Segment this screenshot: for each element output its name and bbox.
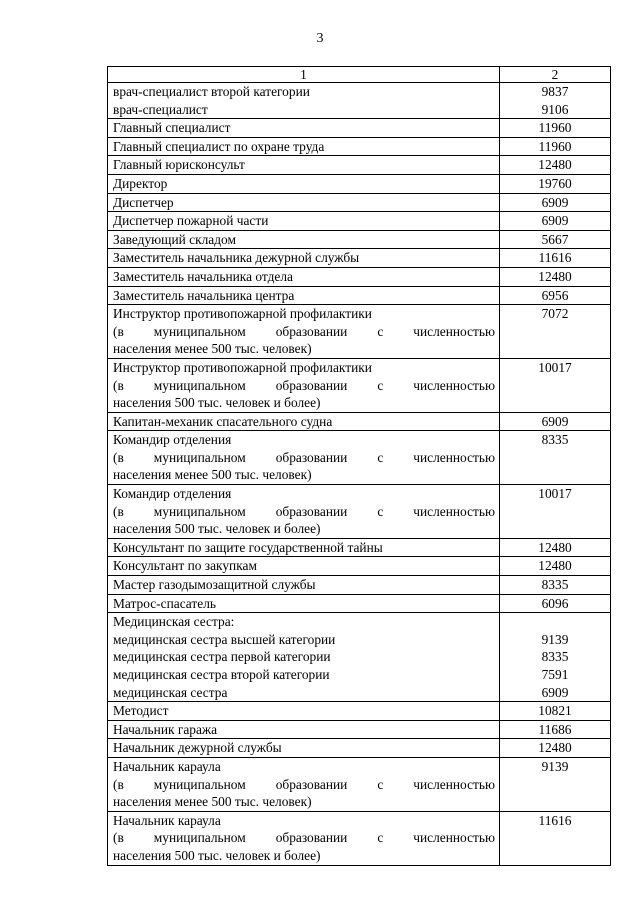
- salary-cell: 10017: [500, 358, 611, 412]
- position-cell: Методист: [108, 702, 500, 721]
- position-cell: [108, 83, 500, 119]
- position-cell: [108, 757, 500, 811]
- table-row: [108, 174, 611, 193]
- salary-cell: 8335: [500, 576, 611, 595]
- position-title: Командир отделения: [113, 432, 232, 448]
- table-row: [108, 193, 611, 212]
- position-cell: Консультант по защите государственной тайны: [108, 538, 500, 557]
- column-1-header: 1: [108, 67, 500, 83]
- position-cell: [108, 485, 500, 539]
- salary-table: [107, 66, 611, 866]
- table-row: [108, 576, 611, 595]
- position-note-line: населения 500 тыс. человек и более): [113, 521, 321, 537]
- position-cell: Главный юрисконсульт: [108, 156, 500, 175]
- position-line: медицинская сестра: [113, 684, 228, 700]
- position-title: Начальник караула: [113, 812, 221, 828]
- position-title: Инструктор противопожарной профилактики: [113, 359, 372, 375]
- table-row: [108, 485, 611, 539]
- position-line: врач-специалист второй категории: [113, 84, 310, 99]
- salary-line: 7591: [541, 667, 569, 682]
- position-cell: Мастер газодымозащитной службы: [108, 576, 500, 595]
- table-row: [108, 286, 611, 305]
- position-note-line: населения менее 500 тыс. человек): [113, 341, 312, 357]
- table-row: [108, 739, 611, 758]
- position-cell: Заместитель начальника отдела: [108, 267, 500, 286]
- position-cell: [108, 811, 500, 865]
- position-title: Начальник караула: [113, 758, 221, 774]
- salary-cell: 6909: [500, 212, 611, 231]
- position-line: Медицинская сестра:: [113, 614, 235, 630]
- table-row: [108, 156, 611, 175]
- table-row: [108, 230, 611, 249]
- table-row: [108, 358, 611, 412]
- table-row: [108, 594, 611, 613]
- table-row: [108, 613, 611, 702]
- position-note-line: населения 500 тыс. человек и более): [113, 847, 321, 863]
- position-line: медицинская сестра высшей категории: [113, 631, 336, 647]
- salary-cell: 6909: [500, 193, 611, 212]
- position-note-line: населения менее 500 тыс. человек): [113, 794, 312, 810]
- table-row: [108, 702, 611, 721]
- position-cell: [108, 305, 500, 359]
- salary-cell: 11616: [500, 249, 611, 268]
- table-header-row: [108, 67, 611, 83]
- salary-cell: [500, 613, 611, 702]
- position-note-line: (в муниципальном образовании с численностью: [113, 776, 495, 792]
- position-cell: Капитан-механик спасательного судна: [108, 412, 500, 431]
- position-line: врач-специалист: [113, 101, 208, 117]
- salary-cell: 6956: [500, 286, 611, 305]
- table-row: [108, 412, 611, 431]
- salary-table-body: [108, 67, 611, 866]
- position-cell: Матрос-спасатель: [108, 594, 500, 613]
- salary-cell: [500, 83, 611, 119]
- page-number: 3: [316, 31, 324, 46]
- position-cell: Диспетчер: [108, 193, 500, 212]
- position-title: Командир отделения: [113, 486, 232, 502]
- table-row: [108, 757, 611, 811]
- table-row: [108, 305, 611, 359]
- salary-line: 9139: [541, 631, 569, 647]
- salary-cell: 8335: [500, 431, 611, 485]
- position-line: медицинская сестра второй категории: [113, 667, 330, 682]
- table-row: [108, 212, 611, 231]
- salary-cell: 12480: [500, 538, 611, 557]
- table-row: [108, 249, 611, 268]
- salary-cell: 11960: [500, 119, 611, 138]
- position-cell: Директор: [108, 174, 500, 193]
- table-row: [108, 137, 611, 156]
- position-cell: [108, 431, 500, 485]
- salary-cell: 9139: [500, 757, 611, 811]
- salary-cell: 12480: [500, 739, 611, 758]
- salary-cell: 10821: [500, 702, 611, 721]
- position-note-line: (в муниципальном образовании с численностью: [113, 449, 495, 465]
- table-row: [108, 267, 611, 286]
- position-cell: Диспетчер пожарной части: [108, 212, 500, 231]
- salary-cell: 11960: [500, 137, 611, 156]
- position-cell: Главный специалист: [108, 119, 500, 138]
- salary-line: [500, 613, 610, 631]
- position-cell: Заместитель начальника дежурной службы: [108, 249, 500, 268]
- salary-cell: 12480: [500, 557, 611, 576]
- table-row: [108, 119, 611, 138]
- table-row: [108, 431, 611, 485]
- position-title: Инструктор противопожарной профилактики: [113, 306, 372, 322]
- salary-cell: 6096: [500, 594, 611, 613]
- table-row: [108, 811, 611, 865]
- table-row: [108, 83, 611, 119]
- salary-cell: 12480: [500, 267, 611, 286]
- position-cell: Консультант по закупкам: [108, 557, 500, 576]
- position-note-line: (в муниципальном образовании с численностью: [113, 503, 495, 519]
- salary-cell: 7072: [500, 305, 611, 359]
- position-note-line: населения 500 тыс. человек и более): [113, 395, 321, 411]
- salary-cell: 12480: [500, 156, 611, 175]
- salary-line: 8335: [541, 649, 569, 665]
- table-row: [108, 720, 611, 739]
- position-note-line: (в муниципальном образовании с численностью: [113, 377, 495, 393]
- salary-cell: 5667: [500, 230, 611, 249]
- salary-cell: 6909: [500, 412, 611, 431]
- position-cell: Главный специалист по охране труда: [108, 137, 500, 156]
- column-2-header: 2: [500, 67, 611, 83]
- salary-cell: 10017: [500, 485, 611, 539]
- position-note-line: населения менее 500 тыс. человек): [113, 467, 312, 483]
- salary-line: 6909: [541, 684, 569, 700]
- position-cell: [108, 613, 500, 702]
- salary-cell: 11686: [500, 720, 611, 739]
- table-row: [108, 538, 611, 557]
- table-row: [108, 557, 611, 576]
- position-note-line: (в муниципальном образовании с численностью: [113, 323, 495, 339]
- salary-cell: 11616: [500, 811, 611, 865]
- position-cell: Заместитель начальника центра: [108, 286, 500, 305]
- position-note-line: (в муниципальном образовании с численностью: [113, 830, 495, 846]
- position-cell: Начальник гаража: [108, 720, 500, 739]
- position-cell: [108, 358, 500, 412]
- position-cell: Заведующий складом: [108, 230, 500, 249]
- salary-line: 9837: [541, 84, 569, 99]
- salary-cell: 19760: [500, 174, 611, 193]
- position-cell: Начальник дежурной службы: [108, 739, 500, 758]
- position-line: медицинская сестра первой категории: [113, 649, 331, 665]
- salary-line: 9106: [541, 101, 569, 117]
